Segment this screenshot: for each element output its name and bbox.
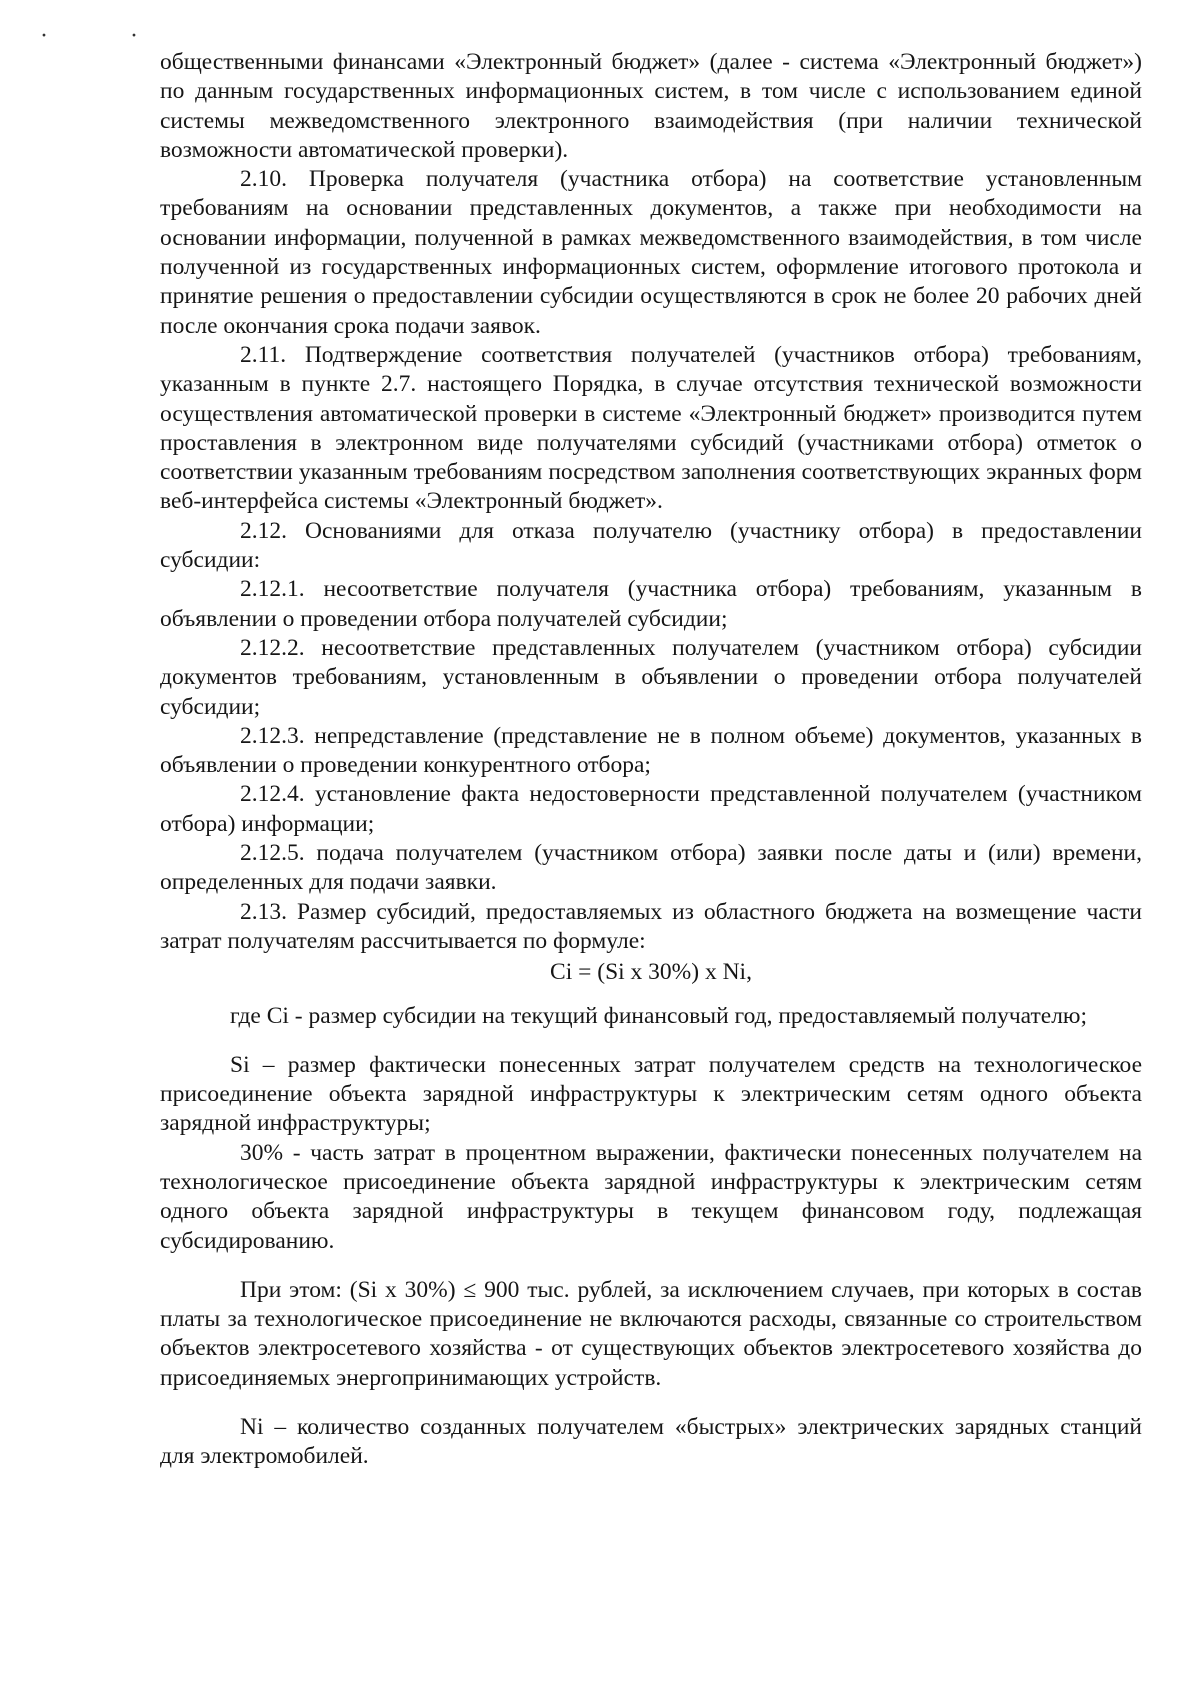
paragraph-2-12-5: 2.12.5. подача получателем (участником отбора) заявки после даты и (или) времени, определенных для подачи заявки.	[160, 840, 1142, 896]
paragraph-2-12-4: 2.12.4. установление факта недостоверности представленной получателем (участником отбора) информации;	[160, 781, 1142, 837]
paragraph-2-12: 2.12. Основаниями для отказа получателю (участнику отбора) в предоставлении субсидии:	[160, 517, 1142, 574]
paragraph-2-12-2: 2.12.2. несоответствие представленных получателем (участником отбора) субсидии документов требованиям, установленным в объявлении о проведении отбора получателей субсидии;	[160, 634, 1142, 720]
paragraph-2-9-tail: общественными финансами «Электронный бюджет» (далее - система «Электронный бюджет») по данным государственных информационных систем, в том числе с использованием единой системы межведомственного электронного взаимодействия (при наличии технической возможности автоматической проверки).	[160, 49, 1142, 163]
definition-30-percent: 30% - часть затрат в процентном выражении, фактически понесенных получателем на технологическое присоединение объекта зарядной инфраструктуры к электрическим сетям одного объекта зарядной инфраструктуры в текущем финансовом году, подлежащая субсидированию.	[160, 1139, 1142, 1254]
paragraph-2-11: 2.11. Подтверждение соответствия получателей (участников отбора) требованиям, указанным в пункте 2.7. настоящего Порядка, в случае отсутствия технической возможности осуществления автоматической проверки в системе «Электронный бюджет» производится путем проставления в электронном виде получателями субсидий (участниками отбора) отметок о соответствии указанным требованиям посредством заполнения соответствующих экранных форм веб-интерфейса системы «Электронный бюджет».	[160, 341, 1142, 515]
limit-condition: При этом: (Si x 30%) ≤ 900 тыс. рублей, за исключением случаев, при которых в состав платы за технологическое присоединение не включаются расходы, связанные со строительством объектов электросетевого хозяйства - от существующих объектов электросетевого хозяйства до присоединяемых энергопринимающих устройств.	[160, 1276, 1142, 1391]
definition-ci: где Ci - размер субсидии на текущий финансовый год, предоставляемый получателю;	[230, 1002, 1088, 1029]
paragraph-2-13: 2.13. Размер субсидий, предоставляемых из областного бюджета на возмещение части затрат получателям рассчитывается по формуле:	[160, 898, 1142, 954]
paragraph-2-10: 2.10. Проверка получателя (участника отбора) на соответствие установленным требованиям на основании представленных документов, а также при необходимости на основании информации, полученной в рамках межведомственного взаимодействия, в том числе полученной из государственных информационных систем, оформление итогового протокола и принятие решения о предоставлении субсидии осуществляются в срок не более 20 рабочих дней после окончания срока подачи заявок.	[160, 166, 1142, 339]
scan-marks: · ·	[40, 23, 176, 49]
paragraph-2-12-1: 2.12.1. несоответствие получателя (участника отбора) требованиям, указанным в объявлении о проведении отбора получателей субсидии;	[160, 576, 1142, 632]
definition-si: Si – размер фактически понесенных затрат получателем средств на технологическое присоединение объекта зарядной инфраструктуры к электрическим сетям одного объекта зарядной инфраструктуры;	[160, 1051, 1142, 1137]
definition-ni: Ni – количество созданных получателем «быстрых» электрических зарядных станций для электромобилей.	[160, 1414, 1142, 1470]
subsidy-formula: Ci = (Si x 30%) x Ni,	[550, 959, 752, 986]
paragraph-2-12-3: 2.12.3. непредставление (представление не в полном объеме) документов, указанных в объявлении о проведении конкурентного отбора;	[160, 722, 1142, 779]
